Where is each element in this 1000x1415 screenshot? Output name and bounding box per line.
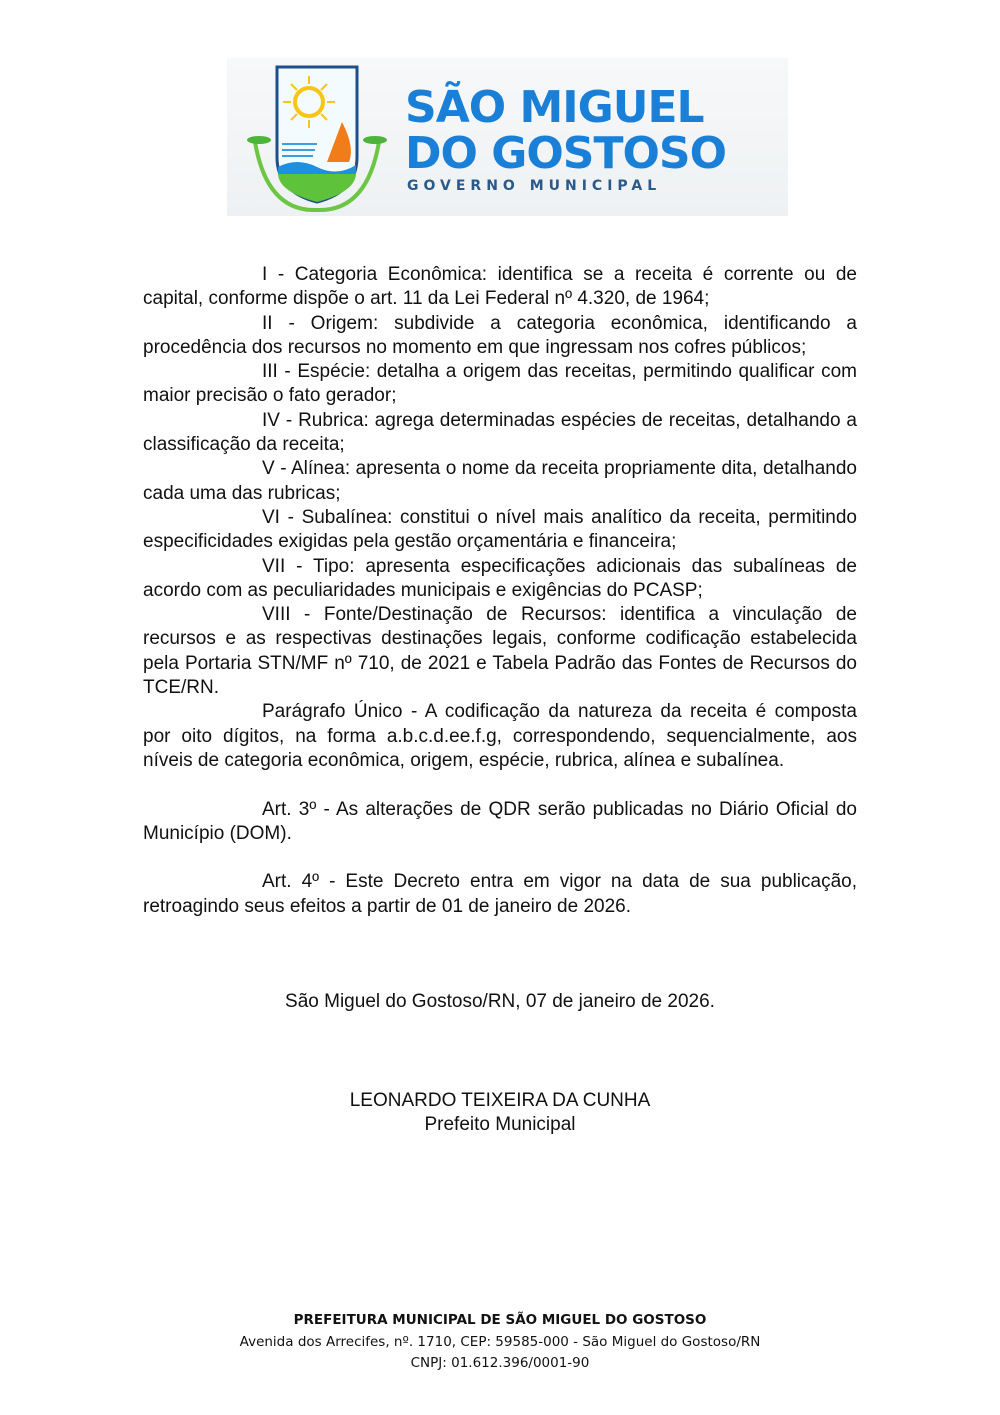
footer — [0, 1310, 1000, 1375]
document-body — [143, 263, 857, 919]
item-iv: IV - Rubrica: agrega determinadas espécies de receitas, detalhando a classificação da receita; — [143, 409, 857, 456]
municipal-logo — [227, 58, 788, 216]
article-4: Art. 4º - Este Decreto entra em vigor na data de sua publicação, retroagindo seus efeitos a partir de 01 de janeiro de 2026. — [143, 871, 857, 917]
signatory-name: LEONARDO TEIXEIRA DA CUNHA — [349, 1090, 651, 1111]
logo-title-line1: SÃO MIGUEL — [405, 82, 704, 133]
item-vi: VI - Subalínea: constitui o nível mais analítico da receita, permitindo especificidades exigidas pela gestão orçamentária e financeira; — [143, 506, 857, 553]
footer-cnpj: CNPJ: 01.612.396/0001-90 — [410, 1355, 590, 1371]
paragrafo-unico: Parágrafo Único - A codificação da natureza da receita é composta por oito dígitos, na forma a.b.c.d.ee.f.g, correspondendo, sequencialmente, aos níveis de categoria econômica, origem, espécie, rubrica, alínea e subalínea. — [143, 701, 857, 771]
logo-subtitle: GOVERNO MUNICIPAL — [407, 178, 662, 194]
item-v: V - Alínea: apresenta o nome da receita propriamente dita, detalhando cada uma das rubricas; — [143, 458, 857, 504]
coat-of-arms-icon — [247, 62, 387, 212]
date-line: São Miguel do Gostoso/RN, 07 de janeiro de 2026. — [285, 991, 715, 1012]
footer-org: PREFEITURA MUNICIPAL DE SÃO MIGUEL DO GOSTOSO — [293, 1312, 707, 1328]
logo-title-line2: DO GOSTOSO — [405, 128, 726, 179]
item-ii: II - Origem: subdivide a categoria econômica, identificando a procedência dos recursos no momento em que ingressam nos cofres públicos; — [143, 312, 857, 358]
item-vii: VII - Tipo: apresenta especificações adicionais das subalíneas de acordo com as peculiaridades municipais e exigências do PCASP; — [143, 555, 857, 601]
signatory-title: Prefeito Municipal — [424, 1114, 576, 1135]
footer-address: Avenida dos Arrecifes, nº. 1710, CEP: 59585-000 - São Miguel do Gostoso/RN — [239, 1333, 761, 1350]
item-iii: III - Espécie: detalha a origem das receitas, permitindo qualificar com maior precisão o fato gerador; — [143, 361, 857, 407]
item-viii: VIII - Fonte/Destinação de Recursos: identifica a vinculação de recursos e as respectivas destinações legais, conforme codificação estabelecida pela Portaria STN/MF nº 710, de 2021 e Tabela Padrão das Fontes de Recursos do TCE/RN. — [143, 604, 857, 699]
item-i: I - Categoria Econômica: identifica se a receita é corrente ou de capital, conforme dispõe o art. 11 da Lei Federal nº 4.320, de 1964; — [143, 264, 857, 310]
article-3: Art. 3º - As alterações de QDR serão publicadas no Diário Oficial do Município (DOM). — [143, 798, 857, 844]
